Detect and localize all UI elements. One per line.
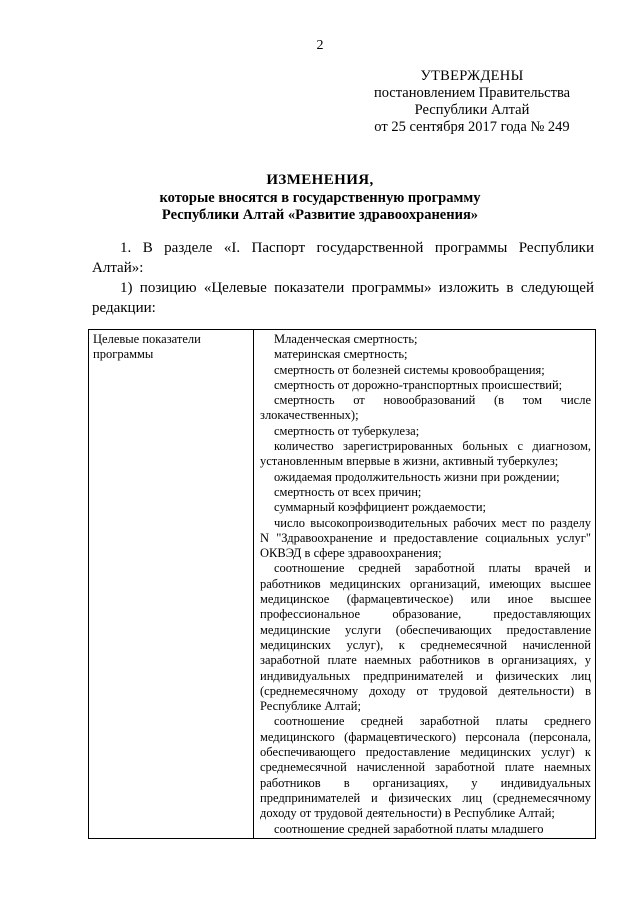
- indicator-item: суммарный коэффициент рождаемости;: [274, 500, 486, 515]
- indicator-item: количество зарегистрированных больных с диагнозом, установленным впервые в жизни, активный туберкулез;: [260, 439, 591, 469]
- indicator-item: число высокопроизводительных рабочих мест по разделу N "Здравоохранение и предоставление социальных услуг" ОКВЭД в сфере здравоохранения;: [260, 515, 591, 561]
- indicator-item: смертность от болезней системы кровообращения;: [274, 362, 545, 377]
- intro-paragraph: 1. В разделе «I. Паспорт государственной программы Республики Алтай»:: [92, 240, 594, 276]
- approval-line: Республики Алтай: [414, 102, 530, 118]
- indicator-item: соотношение средней заработной платы младшего: [274, 821, 544, 836]
- indicator-item: ожидаемая продолжительность жизни при рождении;: [274, 469, 560, 484]
- indicator-item: материнская смертность;: [274, 347, 408, 362]
- approval-heading: УТВЕРЖДЕНЫ: [420, 68, 524, 84]
- approval-line: постановлением Правительства: [373, 85, 571, 101]
- indicator-item: Младенческая смертность;: [274, 332, 418, 346]
- approval-stamp: [352, 68, 592, 136]
- indicator-item: смертность от новообразований (в том числе злокачественных);: [260, 393, 591, 423]
- indicator-item: смертность от дорожно-транспортных происшествий;: [274, 377, 563, 392]
- title-subline: которые вносятся в государственную программу: [159, 189, 481, 206]
- indicator-list: [254, 330, 596, 839]
- page-number: 2: [316, 38, 324, 53]
- row-label: Целевые показатели программы: [89, 330, 254, 839]
- intro-text: [92, 238, 594, 318]
- indicator-item: соотношение средней заработной платы среднего медицинского (фармацевтического) персонала (персонала, обеспечивающего предоставление медицинских услуг) к среднемесячной начисленной заработной плате наемных работников в организациях, у индивидуальных предпринимателей и физических лиц (среднемесячному доходу от трудовой деятельности) в Республике Алтай;: [260, 714, 591, 821]
- approval-date: от 25 сентября 2017 года № 249: [374, 119, 570, 135]
- indicator-item: смертность от туберкулеза;: [274, 423, 420, 438]
- table-row: [89, 330, 596, 839]
- indicator-item: соотношение средней заработной платы врачей и работников медицинских организаций, имеющих высшее медицинское (фармацевтическое) или иное высшее профессиональное образование, предоставляющих медицинские услуги (обеспечивающих предоставление медицинских услуг), к среднемесячной начисленной заработной плате наемных работников в организациях, у индивидуальных предпринимателей и физических лиц (среднемесячному доходу от трудовой деятельности) в Республике Алтай;: [260, 561, 591, 714]
- title-heading: ИЗМЕНЕНИЯ,: [266, 172, 374, 188]
- title-subline: Республики Алтай «Развитие здравоохранения»: [161, 207, 479, 223]
- document-title: [0, 172, 640, 225]
- passport-table: [88, 329, 596, 839]
- indicator-item: смертность от всех причин;: [274, 484, 422, 499]
- intro-paragraph: 1) позицию «Целевые показатели программы» изложить в следующей редакции:: [92, 280, 594, 316]
